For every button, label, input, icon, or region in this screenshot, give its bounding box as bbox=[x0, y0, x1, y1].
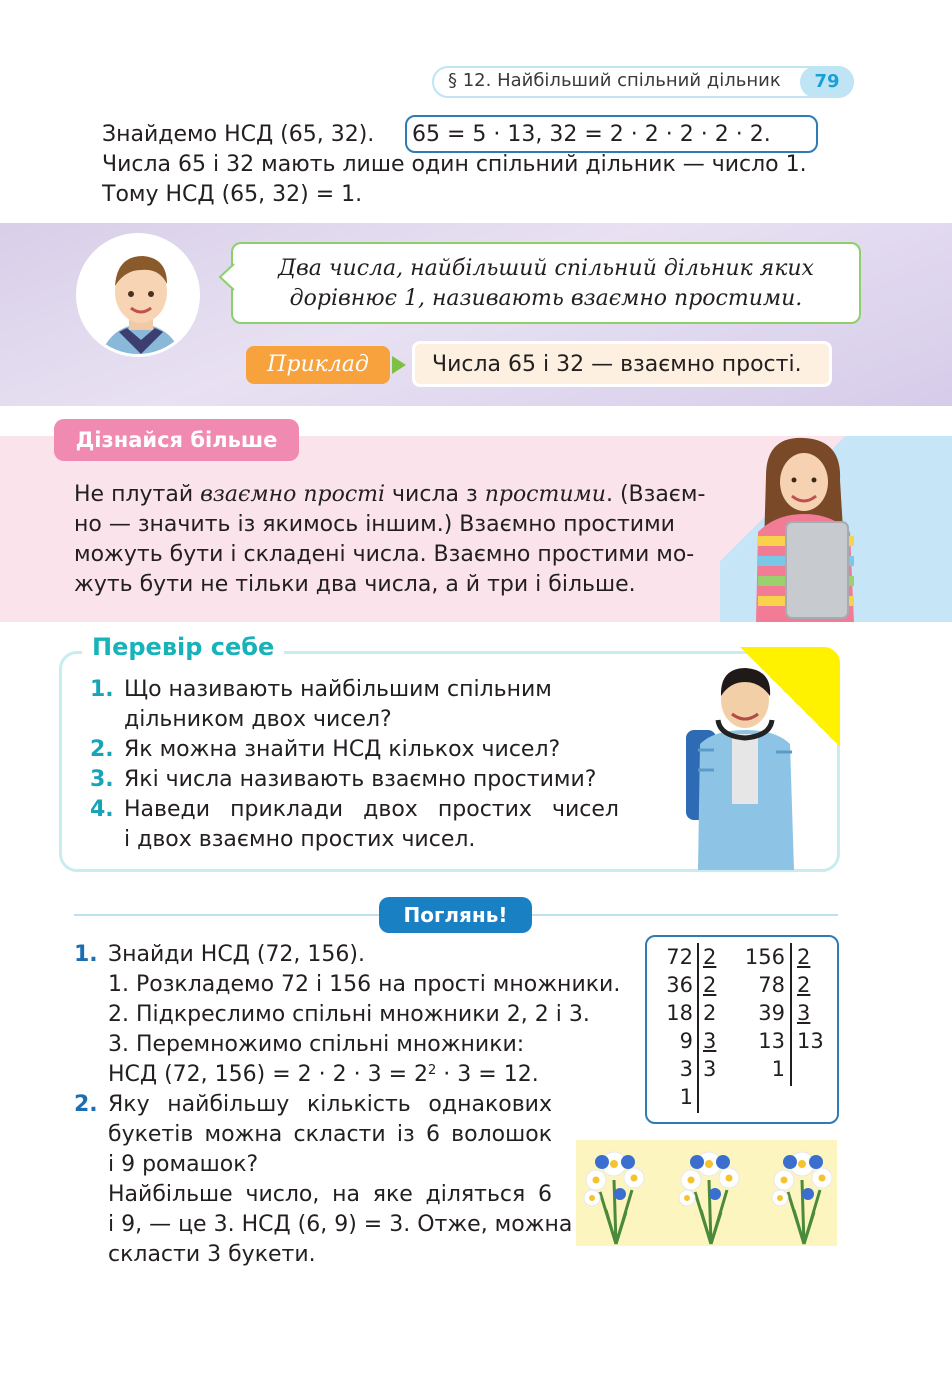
intro-line-2: Числа 65 і 32 мають лише один спільний дільник — число 1. bbox=[102, 152, 807, 177]
left-number: 1 bbox=[679, 1085, 693, 1109]
look-title: Поглянь! bbox=[379, 897, 532, 933]
right-divider-line bbox=[790, 943, 792, 1086]
left-number: 36 bbox=[666, 973, 693, 997]
boy-with-backpack-image bbox=[684, 660, 806, 870]
left-divisor: 3 bbox=[703, 1057, 717, 1081]
problem-1-number: 1. bbox=[74, 942, 98, 967]
right-number: 156 bbox=[744, 945, 785, 969]
problem-2-line-6: скласти 3 букети. bbox=[108, 1242, 316, 1267]
problem-2-number: 2. bbox=[74, 1092, 98, 1117]
problem-1-result: НСД (72, $156) = 2 \cdot 2 \cdot 3 = 2^2 \cdot 3 = 12$. bbox=[108, 1062, 539, 1087]
factorization-table bbox=[645, 935, 839, 1124]
question-4-line-1: Наведи приклади двох простих чисел bbox=[124, 797, 619, 822]
right-number: 78 bbox=[758, 973, 785, 997]
problem-2-line-2: букетів можна скласти із 6 волошок bbox=[108, 1122, 552, 1147]
definition-line-1: Два числа, найбільший спільний дільник яких bbox=[278, 256, 814, 281]
learn-more-line-3: можуть бути і складені числа. Взаємно простими мо- bbox=[74, 542, 695, 567]
definition-line-2: дорівнює 1, називають взаємно простими. bbox=[289, 286, 803, 311]
learn-more-title: Дізнайся більше bbox=[54, 419, 299, 461]
example-label: Приклад bbox=[246, 346, 390, 384]
problem-2-line-5: і 9, — це 3. НСД (6, 9) = 3. Отже, можна bbox=[108, 1212, 573, 1237]
learn-more-line-1: Не плутай взаємно прості числа з простими. (Взаєм- bbox=[74, 482, 706, 507]
boy-avatar bbox=[76, 233, 200, 357]
problem-1-step-1: 1. Розкладемо 72 і 156 на прості множники. bbox=[108, 972, 621, 997]
factorization-text: 65 = 5 · 13, 32 = 2 · 2 · 2 · 2 · 2. bbox=[412, 122, 771, 147]
problem-1-step-3: 3. Перемножимо спільні множники: bbox=[108, 1032, 525, 1057]
intro-line-3: Тому НСД (65, 32) = 1. bbox=[102, 182, 363, 207]
problem-2-line-4: Найбільше число, на яке діляться 6 bbox=[108, 1182, 552, 1207]
girl-with-laptop-image bbox=[736, 436, 872, 622]
check-yourself-title: Перевір себе bbox=[82, 630, 284, 664]
left-divisor-underlined: 3 bbox=[703, 1029, 717, 1053]
learn-more-line-4: жуть бути не тільки два числа, а й три і більше. bbox=[74, 572, 636, 597]
question-2-number: 2. bbox=[90, 737, 114, 762]
problem-2-line-3: і 9 ромашок? bbox=[108, 1152, 259, 1177]
page-number: 79 bbox=[800, 66, 854, 98]
right-divisor: 13 bbox=[797, 1029, 824, 1053]
question-2: Як можна знайти НСД кількох чисел? bbox=[124, 737, 561, 762]
question-3: Які числа називають взаємно простими? bbox=[124, 767, 597, 792]
arrow-right-icon bbox=[392, 356, 406, 374]
left-number: 9 bbox=[679, 1029, 693, 1053]
right-number: 39 bbox=[758, 1001, 785, 1025]
left-divisor: 2 bbox=[703, 1001, 717, 1025]
question-4-number: 4. bbox=[90, 797, 114, 822]
problem-1-title: Знайди НСД (72, 156). bbox=[108, 942, 365, 967]
question-1-line-2: дільником двох чисел? bbox=[124, 707, 392, 732]
question-1-number: 1. bbox=[90, 677, 114, 702]
right-divisor-underlined: 2 bbox=[797, 973, 811, 997]
question-1-line-1: Що називають найбільшим спільним bbox=[124, 677, 552, 702]
right-number: 1 bbox=[771, 1057, 785, 1081]
question-3-number: 3. bbox=[90, 767, 114, 792]
right-divisor-underlined: 3 bbox=[797, 1001, 811, 1025]
left-number: 18 bbox=[666, 1001, 693, 1025]
question-4-line-2: і двох взаємно простих чисел. bbox=[124, 827, 476, 852]
intro-line-1: Знайдемо НСД (65, 32). bbox=[102, 122, 375, 147]
learn-more-line-2: но — значить із якимось іншим.) Взаємно простими bbox=[74, 512, 675, 537]
bouquets-image bbox=[576, 1140, 837, 1246]
problem-2-line-1: Яку найбільшу кількість однакових bbox=[108, 1092, 552, 1117]
section-title: § 12. Найбільший спільний дільник bbox=[448, 70, 781, 91]
left-divisor-underlined: 2 bbox=[703, 973, 717, 997]
left-divider-line bbox=[697, 943, 699, 1113]
right-divisor-underlined: 2 bbox=[797, 945, 811, 969]
problem-1-step-2: 2. Підкреслимо спільні множники 2, 2 і 3. bbox=[108, 1002, 590, 1027]
left-divisor-underlined: 2 bbox=[703, 945, 717, 969]
left-number: 72 bbox=[666, 945, 693, 969]
right-number: 13 bbox=[758, 1029, 785, 1053]
left-number: 3 bbox=[679, 1057, 693, 1081]
example-text: Числа 65 і 32 — взаємно прості. bbox=[432, 352, 802, 377]
